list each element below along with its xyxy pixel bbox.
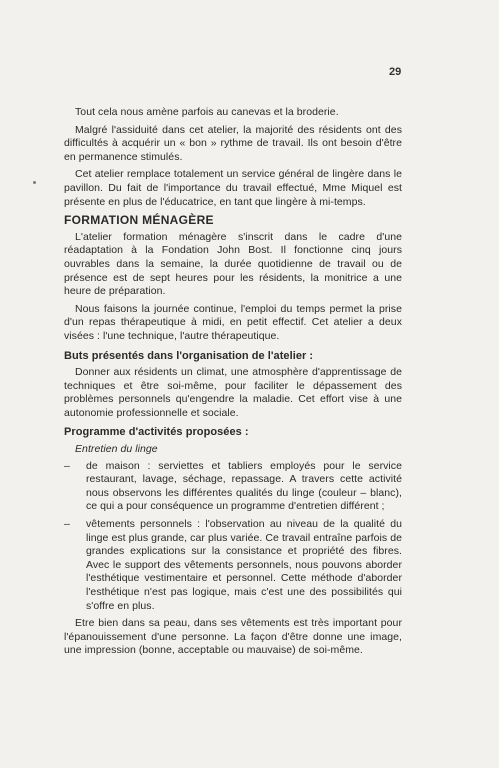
closing-paragraph: Etre bien dans sa peau, dans ses vêtements est très important pour l'épanouissement d'une personne. La façon d'être donne une image, une impression (bonne, acceptable ou mauvaise) de soi-même. [64, 617, 402, 657]
intro-paragraph-1: Tout cela nous amène parfois au canevas et la broderie. [75, 106, 339, 118]
list-item-text: de maison : serviettes et tabliers employés pour le service restaurant, lavage, séchage, repassage. A travers cette activité nous observons les différentes qualités du linge (couleur – blanc), ce qui a pour conséquence un programme d'entretien différent ; [86, 459, 402, 513]
programme-heading: Programme d'activités proposées : [64, 426, 249, 439]
formation-paragraph-1: L'atelier formation ménagère s'inscrit dans le cadre d'une réadaptation à la Fondation John Bost. Il fonctionne cinq jours ouvrables dans la semaine, la durée quotidienne de travail ou de présence est de sept heures pour les résidents, la monitrice a une heure de préparation. [64, 230, 402, 298]
intro-paragraph-2: Malgré l'assiduité dans cet atelier, la majorité des résidents ont des difficultés à acquérir un « bon » rythme de travail. Ils ont besoin d'être en permanence stimulés. [64, 123, 402, 163]
list-item-vetements [64, 518, 402, 613]
list-dash: – [64, 518, 70, 531]
list-item-linge-maison [64, 460, 402, 514]
intro-paragraph-3: Cet atelier remplace totalement un service général de lingère dans le pavillon. Du fait de l'importance du travail effectué, Mme Miquel est présente en plus de l'éducatrice, en tant que lingère à mi-temps. [64, 168, 402, 208]
section-title: FORMATION MÉNAGÈRE [64, 213, 214, 228]
list-dash: – [64, 459, 70, 472]
programme-subheading: Entretien du linge [75, 443, 158, 456]
buts-heading: Buts présentés dans l'organisation de l'atelier : [64, 349, 314, 362]
page-body [64, 106, 402, 662]
margin-dot [33, 181, 36, 184]
list-item-text: vêtements personnels : l'observation au niveau de la qualité du linge est plus grande, car plus variée. Ce travail entraîne parfois de grandes explications sur la consistance et propriété des fibres. Avec le support des vêtements personnels, nous pouvons aborder l'esthétique vestimentaire et personnel. Cette méthode d'aborder l'esthétique n'est pas logique, mais c'est une des possibilités qui s'offre en plus. [86, 518, 402, 612]
formation-paragraph-2: Nous faisons la journée continue, l'emploi du temps permet la prise d'un repas thérapeutique à midi, en petit effectif. Cet atelier a deux visées : l'une technique, l'autre thérapeutique. [64, 302, 402, 342]
page-number: 29 [389, 66, 402, 78]
buts-paragraph: Donner aux résidents un climat, une atmosphère d'apprentissage de techniques et être soi-même, pour faciliter le dépassement des problèmes personnels qu'engendre la maladie. Cet effort vise à une autonomie professionnelle et sociale. [64, 366, 402, 419]
